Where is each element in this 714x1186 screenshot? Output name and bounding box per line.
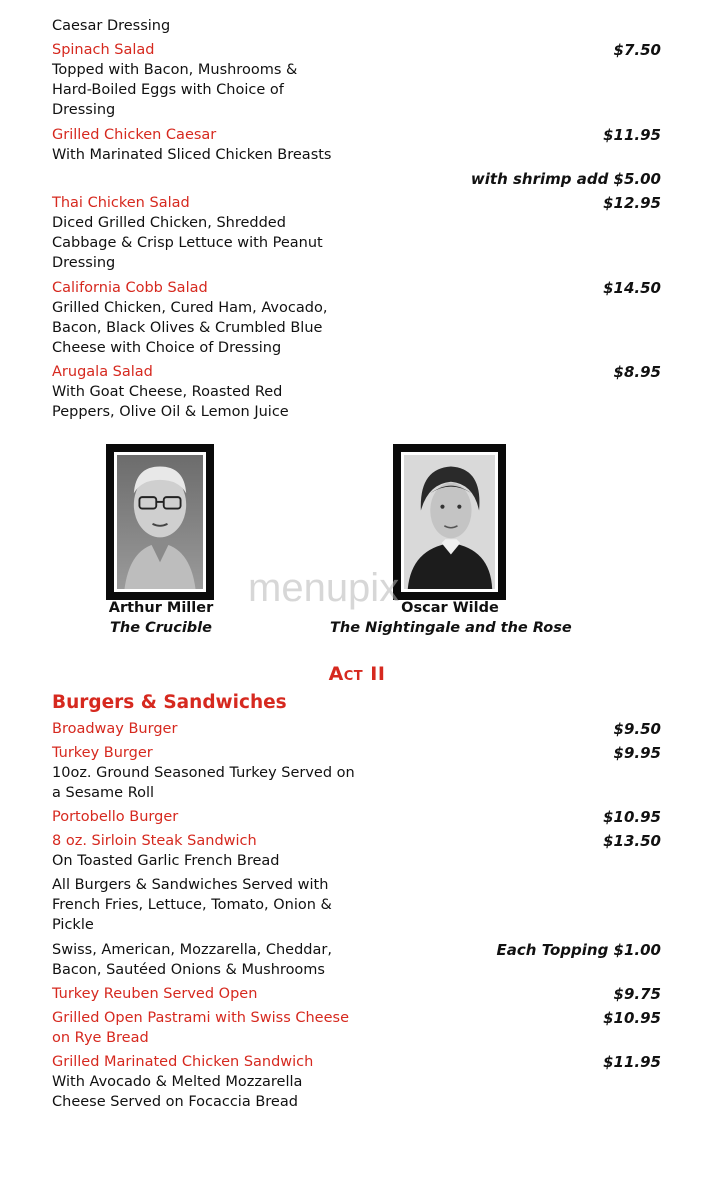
oscar-wilde-photo bbox=[393, 444, 506, 600]
oscar-wilde-name: Oscar Wilde bbox=[401, 600, 499, 616]
thai-salad-name: Thai Chicken Salad bbox=[52, 195, 190, 211]
arugala-salad-price: $8.95 bbox=[613, 363, 661, 381]
cobb-salad-name: California Cobb Salad bbox=[52, 280, 208, 296]
arugala-salad-desc-1: With Goat Cheese, Roasted Red bbox=[52, 384, 283, 400]
sirloin-sandwich-price: $13.50 bbox=[603, 832, 661, 850]
turkey-burger-desc-2: a Sesame Roll bbox=[52, 785, 155, 801]
thai-salad-desc-2: Cabbage & Crisp Lettuce with Peanut bbox=[52, 235, 323, 251]
turkey-reuben-name: Turkey Reuben Served Open bbox=[52, 986, 258, 1002]
cobb-salad-desc-3: Cheese with Choice of Dressing bbox=[52, 340, 282, 356]
served-with-1: All Burgers & Sandwiches Served with bbox=[52, 877, 329, 893]
the-crucible-title: The Crucible bbox=[110, 620, 212, 636]
turkey-reuben-price: $9.75 bbox=[613, 985, 661, 1003]
thai-salad-desc-3: Dressing bbox=[52, 255, 116, 271]
sirloin-sandwich-name: 8 oz. Sirloin Steak Sandwich bbox=[52, 833, 257, 849]
chicken-sandwich-desc-2: Cheese Served on Focaccia Bread bbox=[52, 1094, 298, 1110]
broadway-burger-price: $9.50 bbox=[613, 720, 661, 738]
watermark: menupix bbox=[248, 566, 400, 610]
spinach-salad-name: Spinach Salad bbox=[52, 42, 155, 58]
arthur-miller-name: Arthur Miller bbox=[108, 600, 214, 616]
thai-salad-price: $12.95 bbox=[603, 194, 661, 212]
portrait-image bbox=[404, 455, 495, 589]
portrait-image bbox=[117, 455, 203, 589]
portobello-burger-name: Portobello Burger bbox=[52, 809, 179, 825]
caesar-dressing-tail: Caesar Dressing bbox=[52, 18, 171, 34]
chicken-sandwich-price: $11.95 bbox=[603, 1053, 661, 1071]
broadway-burger-name: Broadway Burger bbox=[52, 721, 178, 737]
grilled-caesar-name: Grilled Chicken Caesar bbox=[52, 127, 217, 143]
grilled-caesar-price: $11.95 bbox=[603, 126, 661, 144]
burgers-section-title: Burgers & Sandwiches bbox=[52, 692, 287, 713]
spinach-salad-desc-3: Dressing bbox=[52, 102, 116, 118]
turkey-burger-name: Turkey Burger bbox=[52, 745, 153, 761]
grilled-caesar-desc: With Marinated Sliced Chicken Breasts bbox=[52, 147, 332, 163]
act-heading: Act II bbox=[328, 663, 386, 685]
served-with-3: Pickle bbox=[52, 917, 94, 933]
spinach-salad-desc-1: Topped with Bacon, Mushrooms & bbox=[52, 62, 298, 78]
turkey-burger-price: $9.95 bbox=[613, 744, 661, 762]
nightingale-title: The Nightingale and the Rose bbox=[330, 620, 572, 636]
pastrami-name-1: Grilled Open Pastrami with Swiss Cheese bbox=[52, 1010, 349, 1026]
toppings-desc-1: Swiss, American, Mozzarella, Cheddar, bbox=[52, 942, 332, 958]
spinach-salad-desc-2: Hard-Boiled Eggs with Choice of bbox=[52, 82, 284, 98]
cobb-salad-desc-2: Bacon, Black Olives & Crumbled Blue bbox=[52, 320, 323, 336]
arugala-salad-desc-2: Peppers, Olive Oil & Lemon Juice bbox=[52, 404, 289, 420]
chicken-sandwich-name: Grilled Marinated Chicken Sandwich bbox=[52, 1054, 314, 1070]
spinach-salad-price: $7.50 bbox=[613, 41, 661, 59]
turkey-burger-desc-1: 10oz. Ground Seasoned Turkey Served on bbox=[52, 765, 355, 781]
thai-salad-desc-1: Diced Grilled Chicken, Shredded bbox=[52, 215, 286, 231]
shrimp-addon: with shrimp add $5.00 bbox=[470, 170, 661, 188]
sirloin-sandwich-desc: On Toasted Garlic French Bread bbox=[52, 853, 280, 869]
arugala-salad-name: Arugala Salad bbox=[52, 364, 153, 380]
portobello-burger-price: $10.95 bbox=[603, 808, 661, 826]
pastrami-name-2: on Rye Bread bbox=[52, 1030, 149, 1046]
arthur-miller-photo bbox=[106, 444, 214, 600]
chicken-sandwich-desc-1: With Avocado & Melted Mozzarella bbox=[52, 1074, 303, 1090]
cobb-salad-desc-1: Grilled Chicken, Cured Ham, Avocado, bbox=[52, 300, 328, 316]
cobb-salad-price: $14.50 bbox=[603, 279, 661, 297]
served-with-2: French Fries, Lettuce, Tomato, Onion & bbox=[52, 897, 332, 913]
toppings-price: Each Topping $1.00 bbox=[496, 941, 661, 959]
pastrami-price: $10.95 bbox=[603, 1009, 661, 1027]
toppings-desc-2: Bacon, Sautéed Onions & Mushrooms bbox=[52, 962, 325, 978]
